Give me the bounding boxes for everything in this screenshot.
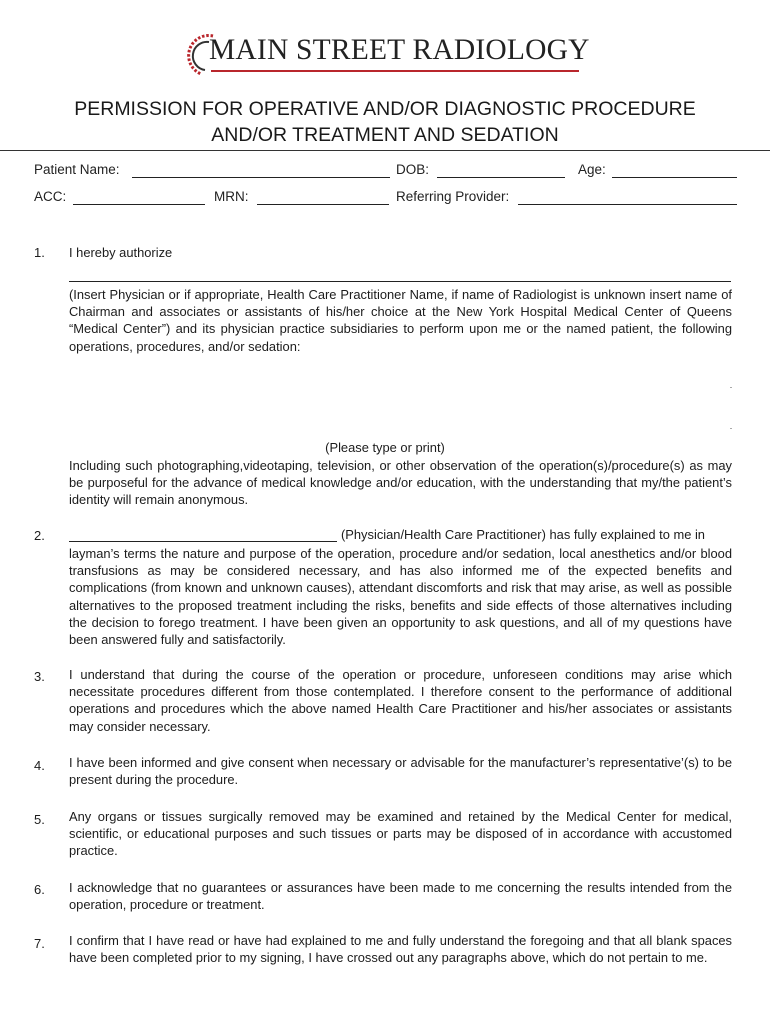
item-2-paragraph: layman’s terms the nature and purpose of the operation, procedure and/or sedation, local anesthetics and/or blood transfusions as may be considered necessary, and has also informed me of the expected benefits and complications (from known and unknown causes), attendant discomforts and risk that may arise, as well as possible alternatives to the proposed treatment including the risks, benefits and side effects of those alternatives including the decision to forego treatment. I have been given an opportunity to ask questions, and all of my questions have been answered fully and satisfactorily.	[69, 546, 732, 648]
dob-field[interactable]	[437, 177, 565, 178]
title-line-2: AND/OR TREATMENT AND SEDATION	[211, 124, 559, 146]
mrn-label: MRN:	[214, 189, 249, 204]
item-4-paragraph: I have been informed and give consent when necessary or advisable for the manufacturer’s representative’(s) to be present during the procedure.	[69, 755, 732, 788]
mrn-field[interactable]	[257, 204, 389, 205]
item-7-number: 7.	[34, 936, 45, 951]
item-1-photo-paragraph: Including such photographing,videotaping, television, or other observation of the operation(s)/procedure(s) as may be purposeful for the advance of medical knowledge and/or education, with the understanding that my/the patient’s identity will remain anonymous.	[69, 458, 732, 508]
item-6-paragraph: I acknowledge that no guarantees or assurances have been made to me concerning the results intended from the operation, procedure or treatment.	[69, 880, 732, 913]
acc-label: ACC:	[34, 189, 67, 204]
item-5-number: 5.	[34, 812, 45, 827]
authorized-physician-field[interactable]	[69, 281, 731, 282]
item-1-paragraph: (Insert Physician or if appropriate, Health Care Practitioner Name, if name of Radiologist is unknown insert name of Chairman and associates or assistants of his/her choice at the New York Hospital Medical Center of Queens “Medical Center”) and its physician practice subsidiaries to perform upon me or the named patient, the following operations, procedures, and/or sedation:	[69, 287, 732, 354]
referring-provider-field[interactable]	[518, 204, 737, 205]
age-field[interactable]	[612, 177, 737, 178]
margin-mark	[730, 387, 732, 388]
acc-field[interactable]	[73, 204, 205, 205]
item-6-number: 6.	[34, 882, 45, 897]
logo-text: MAIN STREET RADIOLOGY	[209, 34, 590, 66]
item-2-number: 2.	[34, 528, 45, 543]
referring-provider-label: Referring Provider:	[396, 189, 510, 204]
title-line-1: PERMISSION FOR OPERATIVE AND/OR DIAGNOSTIC PROCEDURE	[74, 98, 696, 120]
header-divider	[0, 150, 770, 151]
item-2-first-line: (Physician/Health Care Practitioner) has fully explained to me in	[341, 527, 705, 542]
item-3-paragraph: I understand that during the course of the operation or procedure, unforeseen conditions may arise which necessitate procedures different from those contemplated. I therefore consent to the performance of additional operations and procedures which the above named Health Care Practitioner and his/her associates or assistants may consider necessary.	[69, 667, 732, 734]
document-title	[0, 96, 770, 148]
patient-name-field[interactable]	[132, 177, 390, 178]
margin-mark	[730, 428, 732, 429]
age-label: Age:	[578, 162, 606, 177]
item-1-lead: I hereby authorize	[69, 245, 173, 260]
item-4-number: 4.	[34, 758, 45, 773]
item-3-number: 3.	[34, 669, 45, 684]
item-5-paragraph: Any organs or tissues surgically removed may be examined and retained by the Medical Center for medical, scientific, or educational purposes and such tissues or parts may be disposed of in accordance with accustomed practice.	[69, 809, 732, 859]
item-7-paragraph: I confirm that I have read or have had explained to me and fully understand the foregoing and that all blank spaces have been completed prior to my signing, I have crossed out any paragraphs above, which do not pertain to me.	[69, 933, 732, 966]
item-1-number: 1.	[34, 245, 45, 260]
patient-name-label: Patient Name:	[34, 162, 120, 177]
logo	[187, 30, 590, 82]
dob-label: DOB:	[396, 162, 430, 177]
item-1-print-note: (Please type or print)	[325, 440, 445, 455]
logo-underline	[211, 70, 579, 72]
explaining-practitioner-field[interactable]	[69, 541, 337, 542]
